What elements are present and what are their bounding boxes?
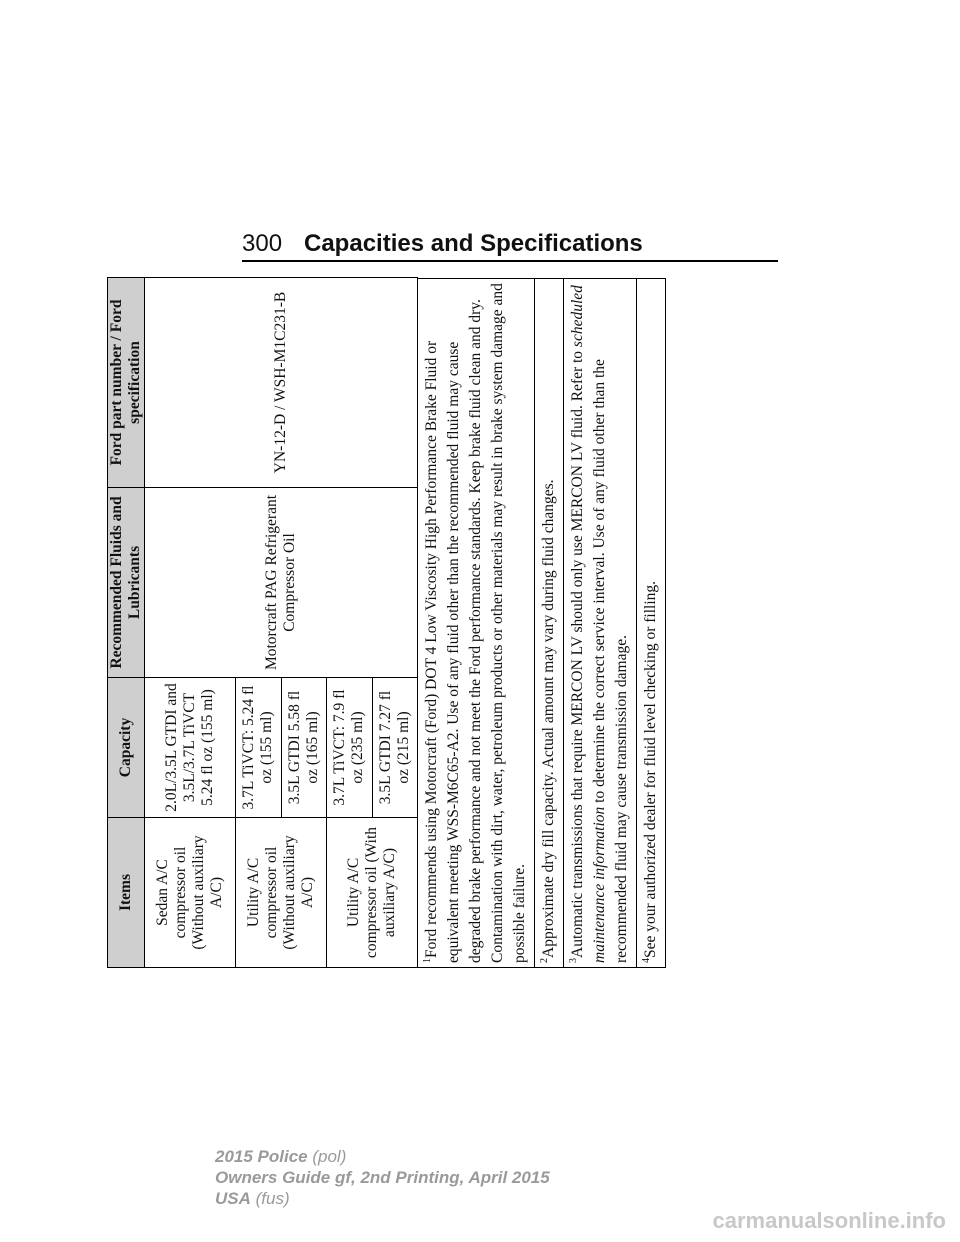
footnote-marker: 1	[421, 958, 433, 963]
capacity-cell: 2.0L/3.5L GTDI and 3.5L/3.7L TiVCT 5.24 fl oz (155 ml)	[145, 678, 236, 818]
chapter-title: Capacities and Specifications	[304, 230, 643, 257]
footnote-text: Approximate dry fill capacity. Actual amount may vary during fluid changes.	[540, 479, 557, 958]
footer-model: 2015 Police	[215, 1147, 308, 1166]
footnote-marker: 3	[567, 958, 579, 963]
header-rule	[242, 260, 778, 262]
footer-market: USA	[215, 1189, 251, 1208]
fluid-cell: Motorcraft PAG Refrigerant Compressor Oil	[145, 488, 418, 678]
capacity-cell: 3.7L TiVCT: 5.24 fl oz (155 ml)	[236, 678, 282, 818]
col-header-items: Items	[108, 818, 145, 968]
item-cell: Utility A/C compressor oil (Without auxiliary A/C)	[236, 818, 327, 968]
item-cell: Utility A/C compressor oil (With auxiliary A/C)	[327, 818, 418, 968]
capacity-cell: 3.7L TiVCT: 7.9 fl oz (235 ml)	[327, 678, 373, 818]
footnote-marker: 4	[640, 958, 652, 963]
footer-market-code: (fus)	[255, 1189, 290, 1208]
col-header-fluids: Recommended Fluids and Lubricants	[108, 488, 145, 678]
print-footer	[215, 1146, 550, 1209]
capacity-cell: 3.5L GTDI 7.27 fl oz (215 ml)	[372, 678, 418, 818]
footnote-1	[418, 278, 535, 968]
item-cell: Sedan A/C compressor oil (Without auxiliary A/C)	[145, 818, 236, 968]
footnote-4	[637, 278, 666, 968]
footer-code: (pol)	[312, 1147, 347, 1166]
footer-line-2	[215, 1167, 550, 1188]
footnote-text: Automatic transmissions that require MERCON LV should only use MERCON LV fluid. Refer to	[569, 347, 586, 958]
capacities-table	[107, 277, 418, 968]
footer-line-1	[215, 1146, 550, 1167]
footnote-emphasis: scheduled maintenance information	[569, 285, 608, 963]
footnote-text: to determine the correct service interval. Use of any fluid other than the recommended fluid may cause transmission damage.	[591, 359, 630, 963]
footnote-3	[564, 278, 637, 968]
footnote-text: Ford recommends using Motorcraft (Ford) DOT 4 Low Viscosity High Performance Brake Fluid or equivalent meeting WSS-M6C65-A2. Use of any fluid other than the recommended fluid may cause degraded brake performance and not meet the Ford performance standards. Keep brake fluid clean and dry. Contamination with dirt, water, petroleum products or other materials may result in brake system damage and possible failure.	[423, 283, 528, 963]
footer-guide: Owners Guide gf, 2nd Printing, April 2015	[215, 1168, 550, 1187]
col-header-spec: Ford part number / Ford specification	[108, 278, 145, 488]
table-row	[145, 278, 236, 968]
capacity-cell: 3.5L GTDI 5.58 fl oz (165 ml)	[281, 678, 327, 818]
footnote-marker: 2	[538, 958, 550, 963]
page-header	[242, 228, 778, 262]
footnote-2	[535, 278, 564, 968]
spec-cell: YN-12-D / WSH-M1C231-B	[145, 278, 418, 488]
col-header-capacity: Capacity	[108, 678, 145, 818]
watermark: carmanualsonline.info	[712, 1208, 946, 1233]
page-number: 300	[242, 230, 283, 257]
footnote-text: See your authorized dealer for fluid level checking or filling.	[642, 580, 659, 958]
rotated-spec-table	[107, 278, 659, 968]
table-header-row	[108, 278, 145, 968]
footer-line-3	[215, 1188, 550, 1209]
